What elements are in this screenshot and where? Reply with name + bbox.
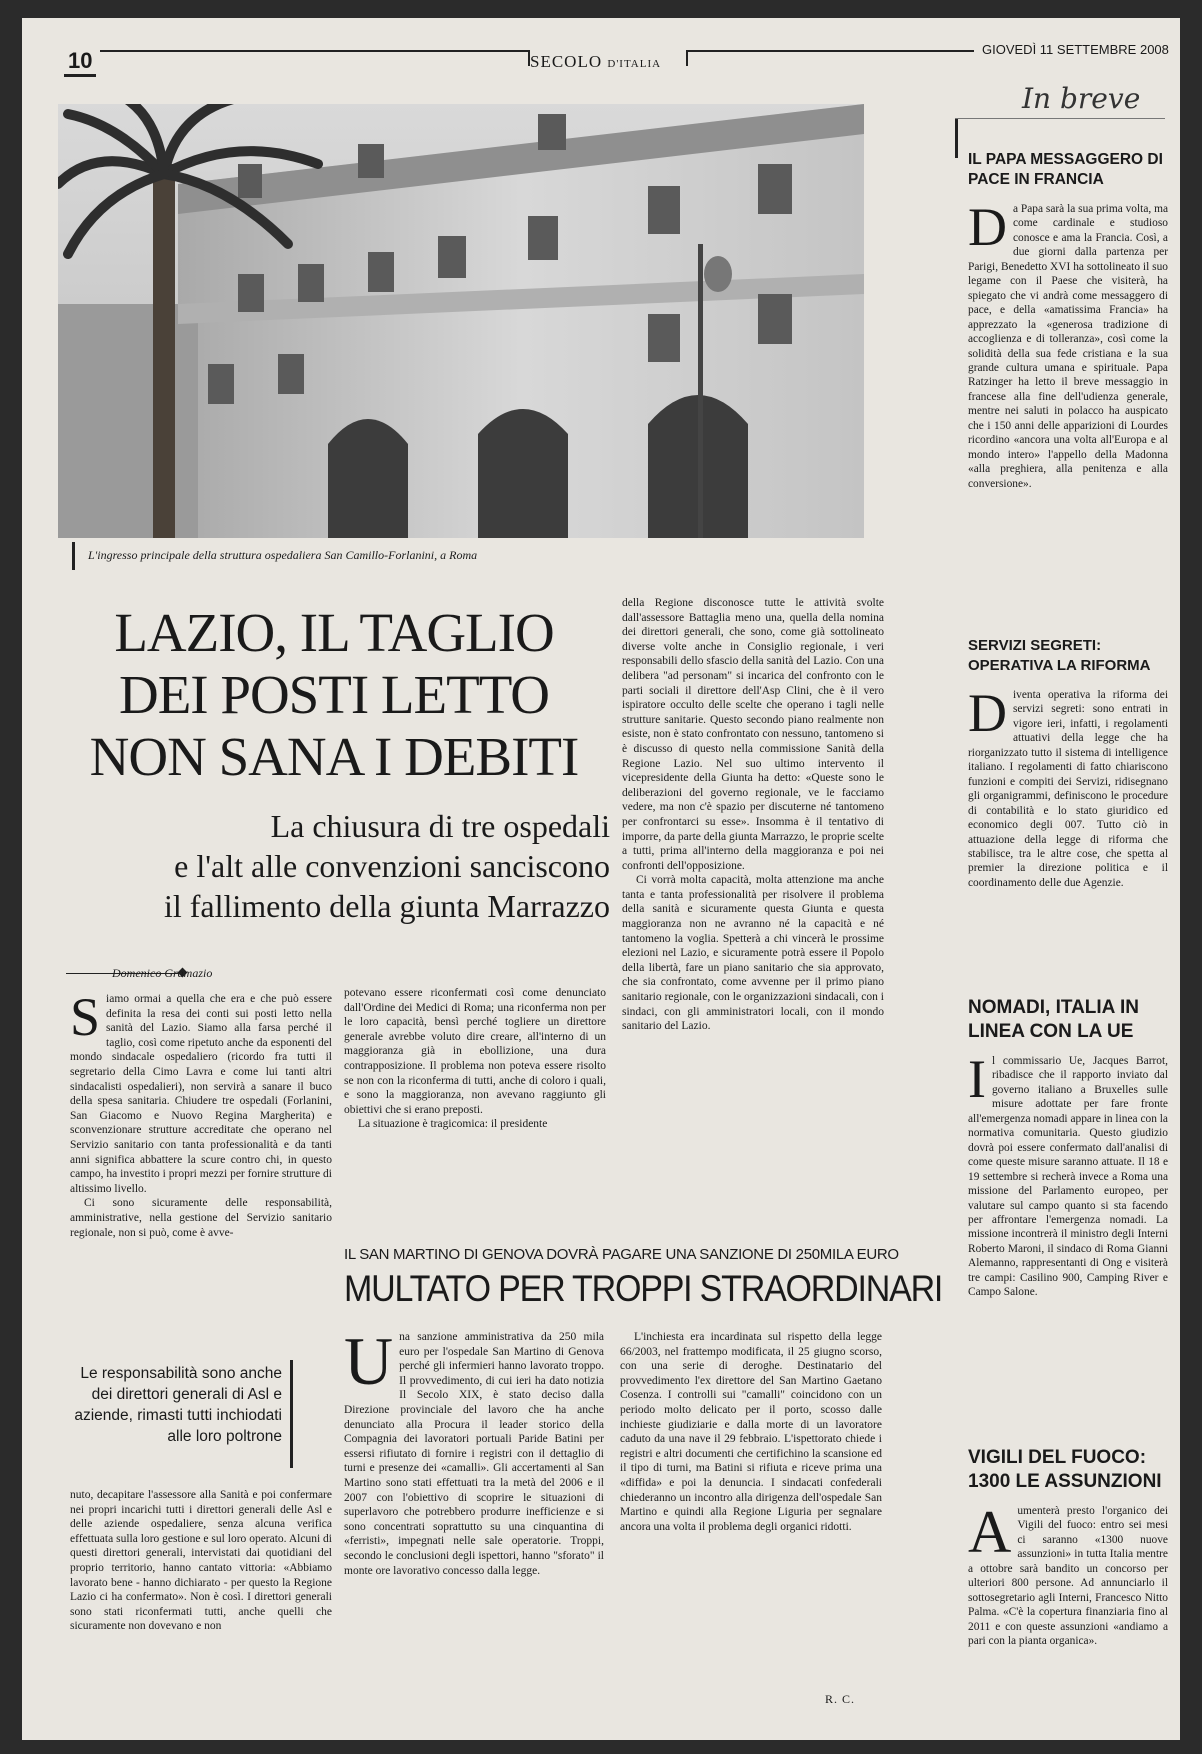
second-article-col2 bbox=[620, 1330, 882, 1534]
brief-text: iventa operativa la riforma dei servizi segreti: sono entrati in vigore ieri, infatti, i regolamenti attuativi della legge che ha riorganizzato tutto il sistema di intelligence italiano. I regolamenti di fatto chiariscono funzioni e compiti dei Servizi, ridisegnano gli organigrammi, definiscono le procedure di contabilità e lo stato giuridico ed economico degli 007. Tutto ciò in attuazione della legge di riforma che stabilisce, tra le altre cose, che spetta al premier la direzione politica e il coordinamento delle due Agenzie. bbox=[968, 689, 1168, 889]
hospital-photo-illustration bbox=[58, 104, 864, 538]
brief-title: NOMADI, ITALIA IN LINEA CON LA UE bbox=[968, 997, 1139, 1042]
headline-line: LAZIO, IL TAGLIO bbox=[114, 602, 554, 663]
pull-quote-bar bbox=[290, 1360, 293, 1468]
drop-cap: S bbox=[70, 987, 101, 1047]
brief-text: l commissario Ue, Jacques Barrot, ribadisce che il rapporto inviato dal governo italiano a Bruxelles sulle misure adottate per fare fronte all'emergenza nomadi appare in linea con la normativa comunitaria. Questo giudizio dovrà poi essere confermato dall'analisi di come queste misure saranno attuate. Il 18 e 19 settembre si recherà invece a Roma una missione del Parlamento europeo, per valutare sul campo quanto si sta facendo per affrontare l'emergenza nomadi. La missione incontrerà il ministro degli Interni Roberto Maroni, il sindaco di Roma Gianni Alemanno, rappresentanti di Ong e visiterà tre campi: Casilino 900, Camping River e Campo Salone. bbox=[968, 1055, 1168, 1299]
main-article-paragraph bbox=[70, 987, 332, 1196]
main-article-paragraph: potevano essere riconfermati così come denunciato dall'Ordine dei Medici di Roma; una riconferma non per le loro capacità, bensì perché togliere un direttore generale avrebbe voluto dire creare, all'interno di un maggioranza già in ebollizione, una dura contrapposizione. Il problema non poteva essere risolto se non con la riconferma di tutti, anche di coloro i quali, e sono la maggioranza, non avevano raggiunto gli obiettivi che si erano preposti. bbox=[344, 987, 606, 1116]
pull-quote: Le responsabilità sono anche dei direttori generali di Asl e aziende, rimasti tutti inchiodati alle loro poltrone bbox=[74, 1365, 282, 1445]
headline-line: NON SANA I DEBITI bbox=[89, 726, 579, 787]
second-article-paragraph: L'inchiesta era incardinata sul rispetto della legge 66/2003, nel frattempo modificata, il 25 giugno scorso, con una serie di deroghe. Destinatario del provvedimento l'ex direttore del San Martino Gaetano Cosenza. I controlli sui "camalli" coincidono con un periodo molto delicato per il porto, scosso dalle inchieste giudiziarie e dalla morte di un lavoratore caduto da una nave il 29 febbraio. L'ispettorato chiede i registri e altri documenti che certifichino la scansione ed il tipo di turni, ma Batini si rifiuta e riceve prima una «diffida» e poi la denuncia. I sindacati confederali chiederanno un incontro alla dirigenza dell'ospedale San Martino e quindi alla Regione Liguria per segnalare ancora una volta il problema degli organici ridotti. bbox=[620, 1331, 882, 1533]
in-breve-tag: In breve bbox=[1022, 82, 1141, 115]
main-article-col1-text: iamo ormai a quella che era e che può essere definita la resa dei conti sui posti letto nella sanità del Lazio. Siamo alla farsa perché il taglio, così come ripetuto anche da esponenti del mondo sindacale ospedaliero (ricordo fra tutti il segretario della Cimo Lavra e come lui tanti altri sindacalisti ospedalieri), non servirà a sanare il buco della spesa sanitaria. Chiudere tre ospedali (Forlanini, San Giacomo e Nuovo Regina Margherita) e sconvenzionare strutture accreditate che operano nel Servizio sanitario con tanta professionalità e da tanti anni significa abbattere la scure contro chi, in questo campo, ha investito i propri mezzi per fornire strutture di altissimo livello. bbox=[70, 993, 332, 1195]
sidebar-rule-top bbox=[955, 118, 1165, 119]
brief-text-wrap bbox=[968, 683, 1168, 890]
second-article-kicker: IL SAN MARTINO DI GENOVA DOVRÀ PAGARE UNA SANZIONE DI 250MILA EURO bbox=[344, 1246, 899, 1263]
headline-line: DEI POSTI LETTO bbox=[118, 664, 550, 725]
second-article-col1 bbox=[344, 1323, 604, 1578]
masthead-suffix: D'ITALIA bbox=[607, 58, 662, 70]
brief-item bbox=[968, 1446, 1168, 1649]
deck-line: e l'alt alle convenzioni sanciscono bbox=[174, 848, 610, 884]
masthead bbox=[530, 52, 661, 72]
main-article-paragraph: Ci vorrà molta capacità, molta attenzione ma anche tanta e tanta professionalità per risolvere il problema della sanità e sicuramente questa Giunta e questa maggioranza non ne avranno né la capacità e né tantomeno la voglia. Spetterà a chi vincerà le prossime elezioni nel Lazio, e sicuramente potrà essere il Popolo della libertà, fare un piano sanitario che sia approvato, che sia confrontato, come avvenne per il primo piano sanitario regionale, con le organizzazioni sindacali, con i sindaci, con gli amministratori locali, con il mondo sanitario del Lazio. bbox=[622, 874, 884, 1033]
brief-title: VIGILI DEL FUOCO: 1300 LE ASSUNZIONI bbox=[968, 1447, 1162, 1492]
page-number: 10 bbox=[64, 48, 96, 77]
drop-cap: D bbox=[968, 197, 1007, 257]
main-article-col2 bbox=[344, 986, 606, 1132]
second-article-col1-text: na sanzione amministrativa da 250 mila euro per l'ospedale San Martino di Genova perché gli infermieri hanno lavorato troppo. Il provvedimento, di cui ieri ha dato notizia Il Secolo XIX, è stato deciso dalla Direzione provinciale del lavoro che ha anche denunciato alla Procura il leader storico della Compagnia dei lavoratori portuali Paride Batini per essersi rifiutato di fornire i registri con il dettaglio di turni e presenze dei «camalli». Gli accertamenti al San Martino sono stati effettuati tra la metà del 2006 e il 2007 con l'obiettivo di scoprire le situazioni di superlavoro che potrebbero produrre inefficienze e si sono concentrati soprattutto su una cinquantina di «ferristi», impegnati nelle sale operatorie. Troppi, secondo le conclusioni degli ispettori, hanno "sforato" il monte ore lavorativo concesso dalla legge. bbox=[344, 1331, 604, 1577]
brief-item bbox=[968, 150, 1168, 491]
deck-line: il fallimento della giunta Marrazzo bbox=[163, 888, 610, 924]
brief-text: a Papa sarà la sua prima volta, ma come cardinale e studioso conosce e ama la Francia. Così, a due giorni dalla partenza per Parigi, Benedetto XVI ha sottolineato il suo legame con il Paese che visiterà, ha spiegato che vi andrà come messaggero di pace, e della «amatissima Francia» ha apprezzato la «generosa tradizione di accoglienza e di tolleranza», così come la solidità della sua fede cristiana e la sua grande cultura umana e spirituale. Papa Ratzinger ha letto il breve messaggio in francese alla fine dell'udienza generale, mentre nei saluti in polacco ha auspicato che i 150 anni delle apparizioni di Lourdes ricordino «ancora una volta all'Europa e al mondo intero» l'appello della Madonna «alla preghiera, alla penitenza e alla conversione». bbox=[968, 203, 1168, 490]
main-deck bbox=[58, 806, 610, 926]
photo-caption: L'ingresso principale della struttura ospedaliera San Camillo-Forlanini, a Roma bbox=[88, 548, 478, 562]
brief-title: IL PAPA MESSAGGERO DI PACE IN FRANCIA bbox=[968, 151, 1163, 188]
masthead-name: SECOLO bbox=[530, 52, 603, 71]
deck-line: La chiusura di tre ospedali bbox=[270, 808, 610, 844]
hospital-photo bbox=[58, 104, 864, 538]
drop-cap: U bbox=[344, 1323, 394, 1399]
main-article-col1-text2: Ci sono sicuramente delle responsabilità, amministrative, nella gestione del Servizio sanitario regionale, non si può, come è avve- bbox=[70, 1197, 332, 1239]
main-article-col3 bbox=[622, 596, 884, 1034]
sidebar-rule bbox=[955, 118, 958, 158]
brief-item bbox=[968, 996, 1168, 1300]
byline: Domenico Gramazio bbox=[112, 966, 213, 980]
second-article-paragraph bbox=[344, 1323, 604, 1578]
drop-cap: A bbox=[968, 1499, 1012, 1565]
header-rule-right bbox=[686, 50, 974, 52]
header-rule-left bbox=[100, 50, 530, 52]
brief-title: SERVIZI SEGRETI: OPERATIVA LA RIFORMA bbox=[968, 637, 1151, 674]
brief-text: umenterà presto l'organico dei Vigili del fuoco: entro sei mesi ci saranno «1300 nuove assunzioni» in tutta Italia mentre a ottobre sarà bandito un concorso per ulteriori 800 persone. Ad annunciarlo il sottosegretario agli Interni, Francesco Nitto Palma. «C'è la copertura finanziaria fino al 2011 e con queste assunzioni «andiamo a pari con la pianta organica». bbox=[968, 1505, 1168, 1648]
issue-date: GIOVEDÌ 11 SETTEMBRE 2008 bbox=[982, 42, 1169, 57]
drop-cap: I bbox=[968, 1049, 986, 1109]
brief-text-wrap bbox=[968, 197, 1168, 491]
main-article-col1-bottom bbox=[70, 1488, 332, 1634]
main-article-paragraph: La situazione è tragicomica: il presidente bbox=[358, 1118, 548, 1131]
header-rule-tick-right bbox=[686, 50, 688, 66]
brief-text-wrap bbox=[968, 1049, 1168, 1300]
main-article-paragraph bbox=[70, 1196, 332, 1240]
main-article-col1 bbox=[70, 987, 332, 1240]
caption-bar bbox=[72, 542, 75, 570]
second-article-signature: R. C. bbox=[825, 1692, 856, 1706]
second-article-headline: MULTATO PER TROPPI STRAORDINARI bbox=[344, 1268, 943, 1310]
main-article-paragraph: nuto, decapitare l'assessore alla Sanità e poi confermare nei propri incarichi tutti i direttori generali delle Asl e delle aziende ospedaliere, senza alcuna verifica effettuata sulla loro gestione e sul loro operato. Alcuni di questi direttori generali, intervistati dai quotidiani del proprio territorio, hanno cantato vittoria: «Abbiamo lavorato bene - hanno dichiarato - per questo la Regione Lazio ci ha confermato». Non è così. I direttori generali sono stati riconfermati tutti, anche quelli che sicuramente non dovevano e non bbox=[70, 1489, 332, 1633]
brief-item bbox=[968, 636, 1168, 890]
main-headline bbox=[58, 602, 610, 788]
brief-text-wrap bbox=[968, 1499, 1168, 1649]
main-article-paragraph: della Regione disconosce tutte le attività svolte dall'assessore Battaglia meno una, quella della nomina dei direttori generali, che sono, come già sottolineato diverse volte anche in Consiglio regionale, i veri responsabili dello sfascio della sanità del Lazio. Con una delibera "ad personam" si incarica del confronto con le parti sociali il direttore dell'Asp Clini, che è il vero ispiratore occulto delle scelte che operano i tagli nelle strutture sanitarie. Questo secondo piano realmente non esiste, non è stato confrontato con nessuno, tantomeno si è discusso di questo nella commissione Sanità della Regione Lazio. Nel suo ultimo intervento il vicepresidente della Giunta ha detto: «Queste sono le deliberazioni del governo regionale, ve le facciamo vedere, ma non c'è spazio per discuterne né tantomeno per confrontarci su esse». Insomma è il tentativo di imporre, da parte della giunta Marrazzo, le proprie scelte a tutti, prima all'interno della maggioranza e poi nei confronti dell'opposizione. bbox=[622, 597, 884, 872]
drop-cap: D bbox=[968, 683, 1007, 743]
newspaper-page bbox=[22, 18, 1180, 1740]
